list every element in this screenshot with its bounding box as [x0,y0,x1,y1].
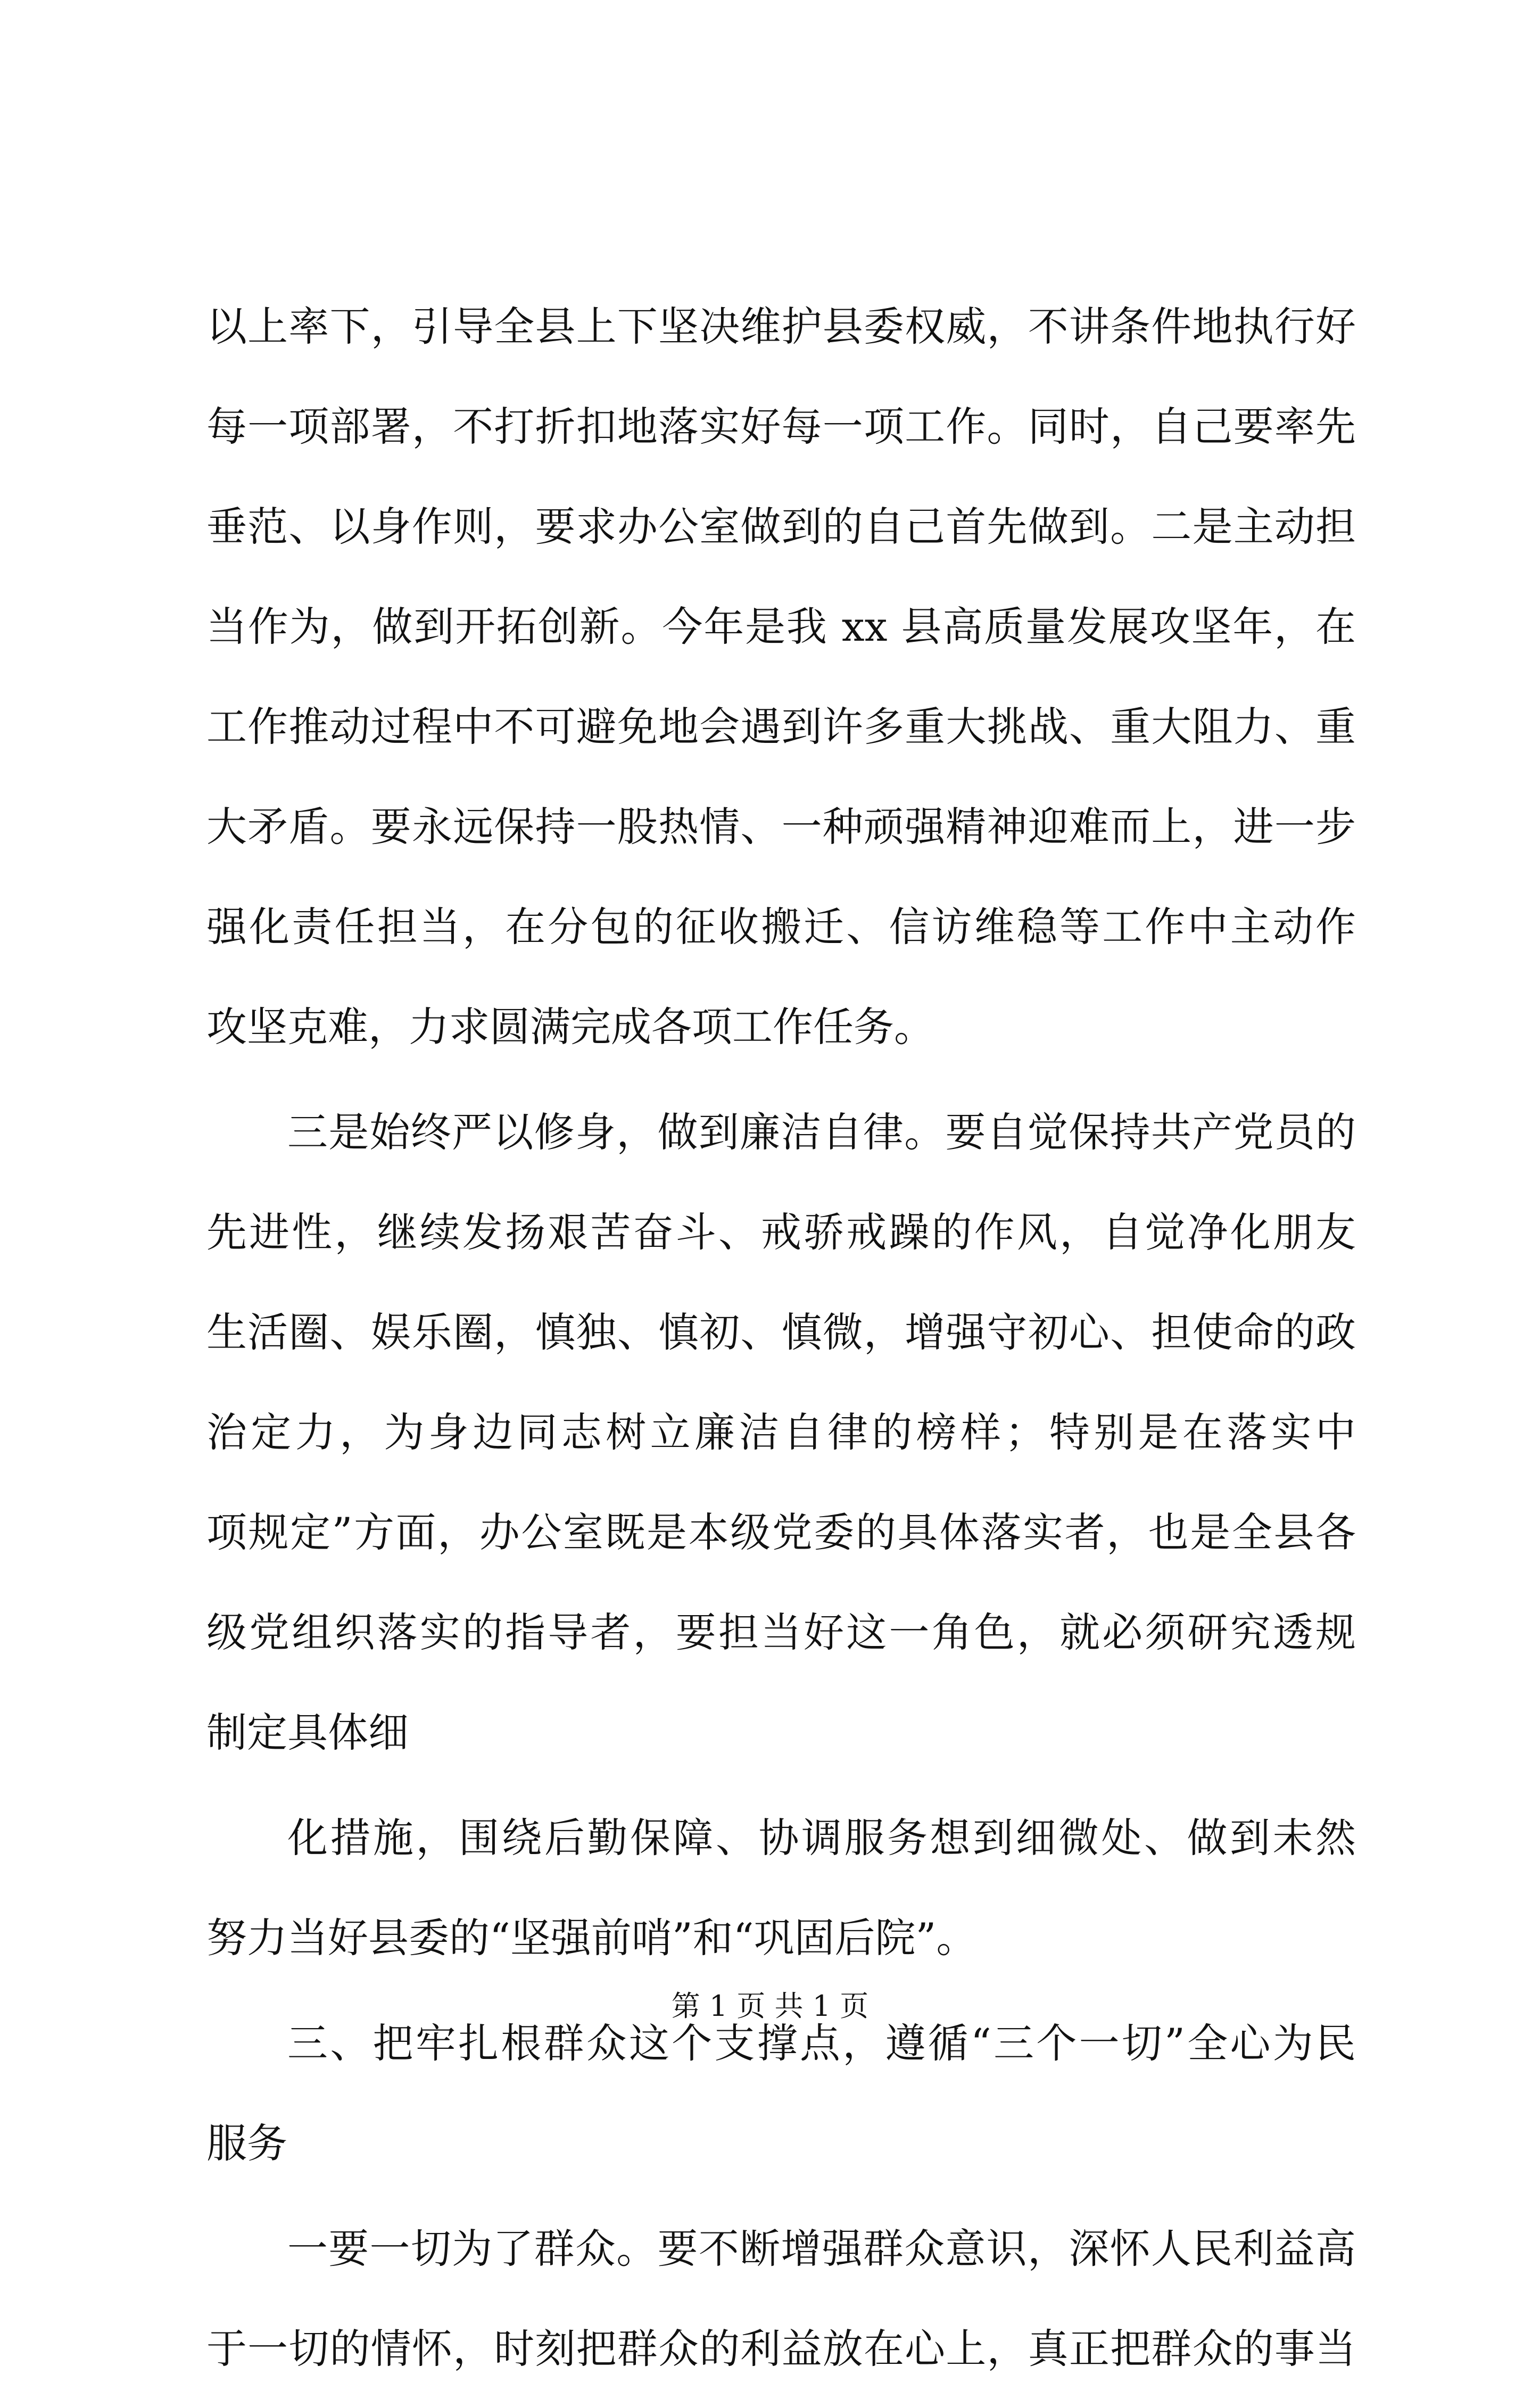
text-line: 工作推动过程中不可避免地会遇到许多重大挑战、重大阻力、重 [206,703,1356,750]
document-body [206,277,1356,2399]
text-line: 级党组织落实的指导者，要担当好这一角色，就必须研究透规 [206,1609,1356,1656]
text-line: 攻坚克难，力求圆满完成各项工作任务。 [206,1003,934,1050]
page-footer: 第 1 页 共 1 页 [671,1989,869,2023]
text-line: 大矛盾。要永远保持一股热情、一种顽强精神迎难而上，进一步 [206,803,1356,850]
text-line: 先进性，继续发扬艰苦奋斗、戒骄戒躁的作风，自觉净化朋友 [206,1209,1356,1256]
paragraph-start-line: 三是始终严以修身，做到廉洁自律。要自觉保持共产党员的 [287,1108,1356,1156]
text-line: 垂范、以身作则，要求办公室做到的自己首先做到。二是主动担 [206,503,1356,550]
paragraph-start-line: 化措施，围绕后勤保障、协调服务想到细微处、做到未然 [287,1814,1356,1862]
text-line: 以上率下，引导全县上下坚决维护县委权威，不讲条件地执行好 [206,303,1356,350]
text-line: 努力当好县委的“坚强前哨”和“巩固后院”。 [206,1914,977,1962]
text-line: 项规定”方面，办公室既是本级党委的具体落实者，也是全县各 [206,1509,1356,1556]
section-heading-line: 三、把牢扎根群众这个支撑点，遵循“三个一切”全心为民 [287,2020,1356,2067]
text-line: 当作为，做到开拓创新。今年是我 xx 县高质量发展攻坚年，在 [206,603,1356,650]
text-line: 治定力，为身边同志树立廉洁自律的榜样；特别是在落实中 [206,1409,1356,1456]
text-line: 于一切的情怀，时刻把群众的利益放在心上，真正把群众的事当 [206,2325,1356,2372]
text-line: 制定具体细 [206,1709,409,1756]
text-line: 每一项部署，不打折扣地落实好每一项工作。同时，自己要率先 [206,403,1356,450]
text-line: 强化责任担当，在分包的征收搬迁、信访维稳等工作中主动作 [206,903,1356,950]
section-heading-line: 服务 [206,2120,287,2167]
paragraph-start-line: 一要一切为了群众。要不断增强群众意识，深怀人民利益高 [287,2225,1356,2272]
text-line: 生活圈、娱乐圈，慎独、慎初、慎微，增强守初心、担使命的政 [206,1309,1356,1356]
